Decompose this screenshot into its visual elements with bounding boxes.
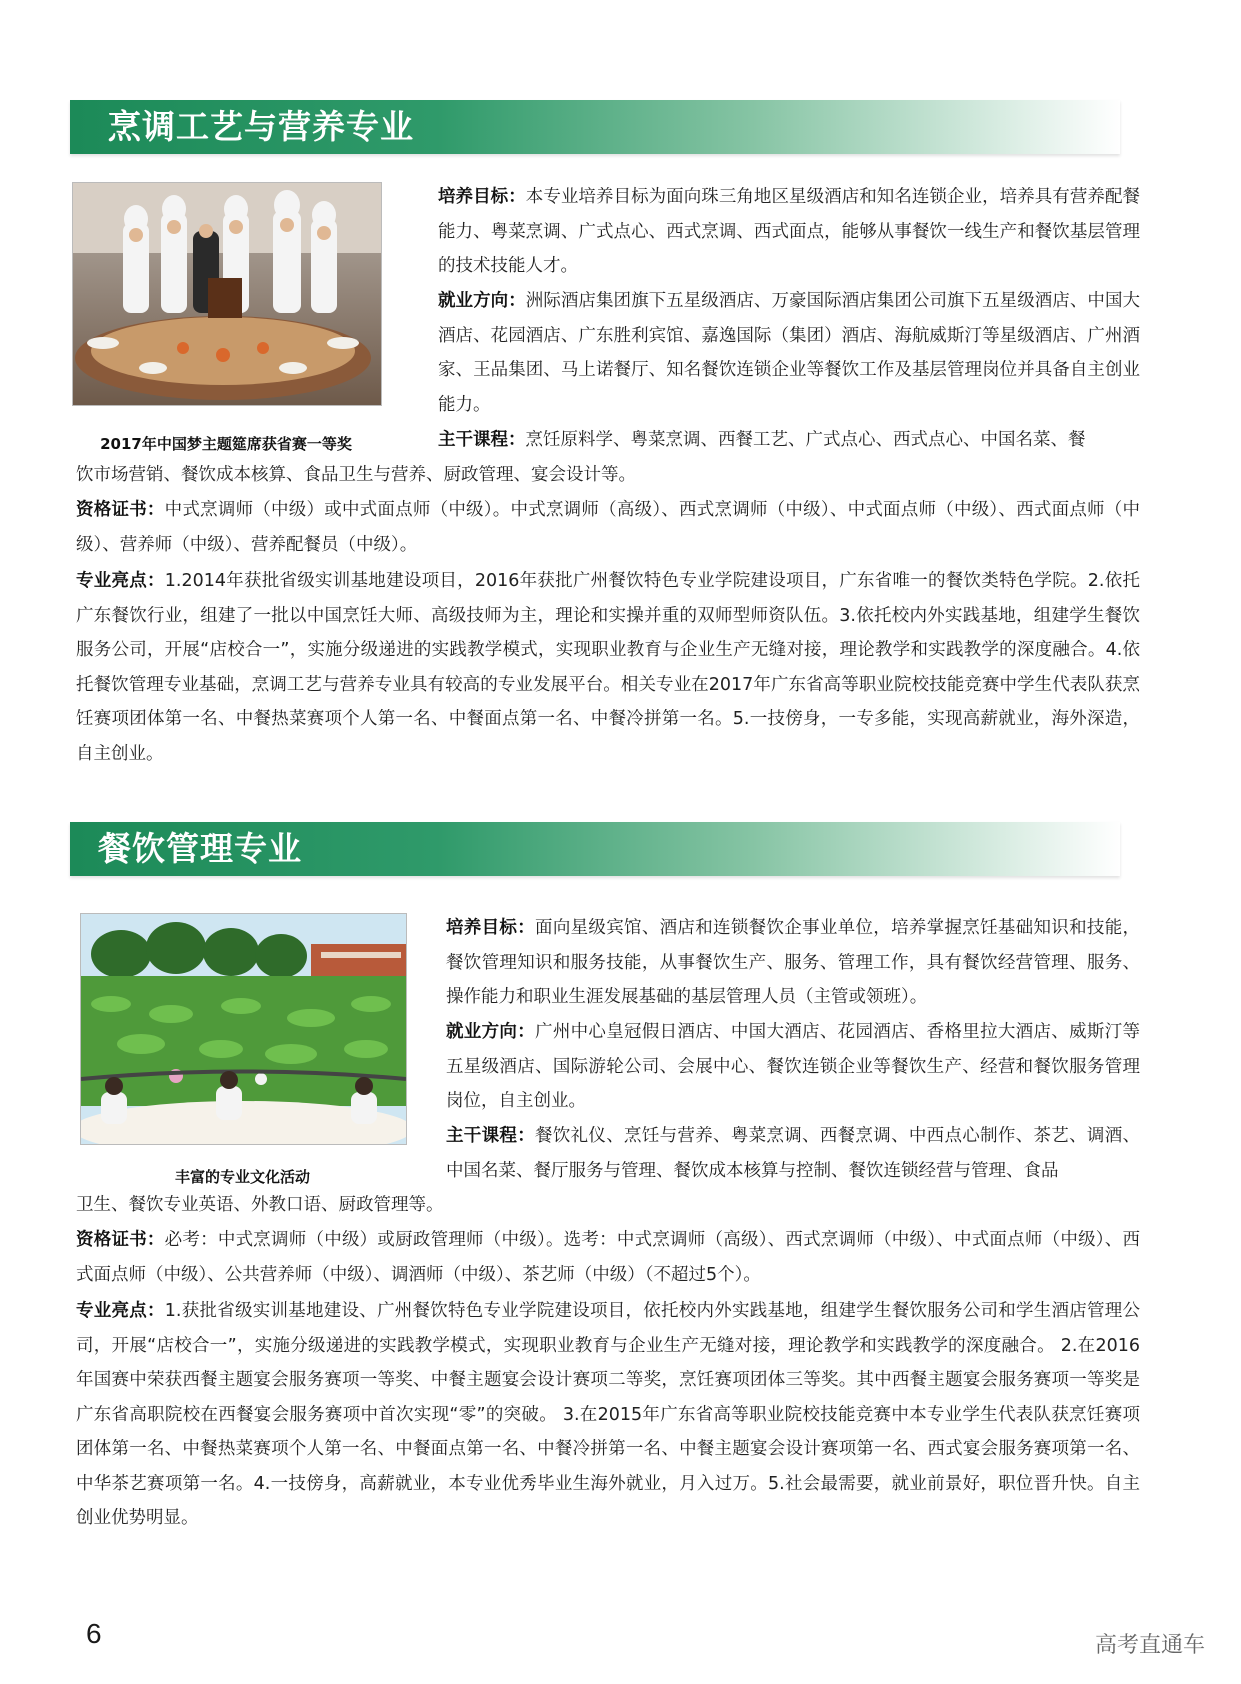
employment-direction-label: 就业方向：	[438, 291, 526, 311]
certificates-label: 资格证书：	[76, 500, 165, 520]
employment-direction-label: 就业方向：	[446, 1022, 536, 1042]
page-number: 6	[86, 1618, 102, 1649]
photo-caption: 丰富的专业文化活动	[174, 1168, 310, 1186]
section-header-cooking	[70, 100, 1120, 154]
tea-activity-photo	[80, 913, 407, 1145]
main-courses-text: 餐饮礼仪、烹饪与营养、粤菜烹调、西餐烹调、中西点心制作、茶艺、调酒、中国名菜、餐厅服务与管理、餐饮成本核算与控制、餐饮连锁经营与管理、食品	[446, 1126, 1140, 1181]
qualification-certificates	[76, 493, 1140, 562]
main-courses-label: 主干课程：	[446, 1126, 536, 1146]
highlights-text: 1.2014年获批省级实训基地建设项目，2016年获批广州餐饮特色专业学院建设项目，广东省唯一的餐饮类特色学院。2.依托广东餐饮行业，组建了一批以中国烹饪大师、高级技师为主，理论和实操并重的双师型师资队伍。3.依托校内外实践基地，组建学生餐饮服务公司，开展“店校合一”，实施分级递进的实践教学模式，实现职业教育与企业生产无缝对接，理论教学和实践教学的深度融合。4.依托餐饮管理专业基础，烹调工艺与营养专业具有较高的专业发展平台。相关专业在2017年广东省高等职业院校技能竞赛中学生代表队获烹饪赛项团体第一名、中餐热菜赛项个人第一名、中餐面点第一名、中餐冷拼第一名。5.一技傍身，一专多能，实现高薪就业，海外深造，自主创业。	[76, 571, 1140, 764]
watermark-text: 高考直通车	[1095, 1633, 1206, 1658]
certificates-text: 中式烹调师（中级）或中式面点师（中级）。中式烹调师（高级）、西式烹调师（中级）、中式面点师（中级）、西式面点师（中级）、营养师（中级）、营养配餐员（中级）。	[76, 500, 1141, 555]
training-goal	[438, 180, 1140, 284]
training-goal-text: 本专业培养目标为面向珠三角地区星级酒店和知名连锁企业，培养具有营养配餐能力、粤菜烹调、广式点心、西式烹调、西式面点，能够从事餐饮一线生产和餐饮基层管理的技术技能人才。	[438, 187, 1141, 276]
main-courses-line2: 卫生、餐饮专业英语、外教口语、厨政管理等。	[76, 1195, 444, 1215]
section-title: 烹调工艺与营养专业	[108, 107, 414, 146]
main-courses-line1	[446, 1119, 1140, 1188]
main-courses-label: 主干课程：	[438, 430, 526, 450]
training-goal-text: 面向星级宾馆、酒店和连锁餐饮企事业单位，培养掌握烹饪基础知识和技能，餐饮管理知识和服务技能，从事餐饮生产、服务、管理工作，具有餐饮经营管理、服务、操作能力和职业生涯发展基础的基层管理人员（主管或领班）。	[446, 918, 1140, 1007]
program-highlights	[76, 564, 1140, 771]
employment-direction	[438, 284, 1140, 422]
main-courses-line1	[438, 423, 1140, 458]
certificates-text: 必考：中式烹调师（中级）或厨政管理师（中级）。选考：中式烹调师（高级）、西式烹调师（中级）、中式面点师（中级）、西式面点师（中级）、公共营养师（中级）、调酒师（中级）、茶艺师（中级）（不超过5个）。	[76, 1230, 1141, 1285]
main-courses-text: 烹饪原料学、粤菜烹调、西餐工艺、广式点心、西式点心、中国名菜、餐	[525, 430, 1086, 450]
section-title: 餐饮管理专业	[98, 829, 302, 868]
highlights-label: 专业亮点：	[76, 1301, 165, 1321]
employment-direction	[446, 1015, 1140, 1119]
employment-direction-text: 广州中心皇冠假日酒店、中国大酒店、花园酒店、香格里拉大酒店、威斯汀等五星级酒店、国际游轮公司、会展中心、餐饮连锁企业等餐饮生产、经营和餐饮服务管理岗位，自主创业。	[446, 1022, 1140, 1111]
employment-direction-text: 洲际酒店集团旗下五星级酒店、万豪国际酒店集团公司旗下五星级酒店、中国大酒店、花园酒店、广东胜利宾馆、嘉逸国际（集团）酒店、海航威斯汀等星级酒店、广州酒家、王品集团、马上诺餐厅、知名餐饮连锁企业等餐饮工作及基层管理岗位并具备自主创业能力。	[438, 291, 1141, 415]
main-courses-line2: 饮市场营销、餐饮成本核算、食品卫生与营养、厨政管理、宴会设计等。	[76, 465, 636, 485]
training-goal-label: 培养目标：	[446, 918, 536, 938]
training-goal	[446, 911, 1140, 1015]
section-header-catering	[70, 822, 1120, 876]
photo-caption: 2017年中国梦主题筵席获省赛一等奖	[100, 435, 352, 453]
highlights-label: 专业亮点：	[76, 571, 165, 591]
program-highlights	[76, 1294, 1140, 1536]
qualification-certificates	[76, 1223, 1140, 1292]
training-goal-label: 培养目标：	[438, 187, 526, 207]
banquet-photo	[72, 182, 382, 406]
highlights-text: 1.获批省级实训基地建设、广州餐饮特色专业学院建设项目，依托校内外实践基地，组建学生餐饮服务公司和学生酒店管理公司，开展“店校合一”，实施分级递进的实践教学模式，实现职业教育与企业生产无缝对接，理论教学和实践教学的深度融合。 2.在2016年国赛中荣获西餐主题宴会服务赛项一等奖、中餐主题宴会设计赛项二等奖，烹饪赛项团体三等奖。其中西餐主题宴会服务赛项一等奖是广东省高职院校在西餐宴会服务赛项中首次实现“零”的突破。 3.在2015年广东省高等职业院校技能竞赛中本专业学生代表队获烹饪赛项团体第一名、中餐热菜赛项个人第一名、中餐面点第一名、中餐冷拼第一名、中餐主题宴会设计赛项第一名、西式宴会服务赛项第一名、中华茶艺赛项第一名。4.一技傍身，高薪就业，本专业优秀毕业生海外就业，月入过万。5.社会最需要，就业前景好，职位晋升快。自主创业优势明显。	[76, 1301, 1141, 1528]
certificates-label: 资格证书：	[76, 1230, 165, 1250]
